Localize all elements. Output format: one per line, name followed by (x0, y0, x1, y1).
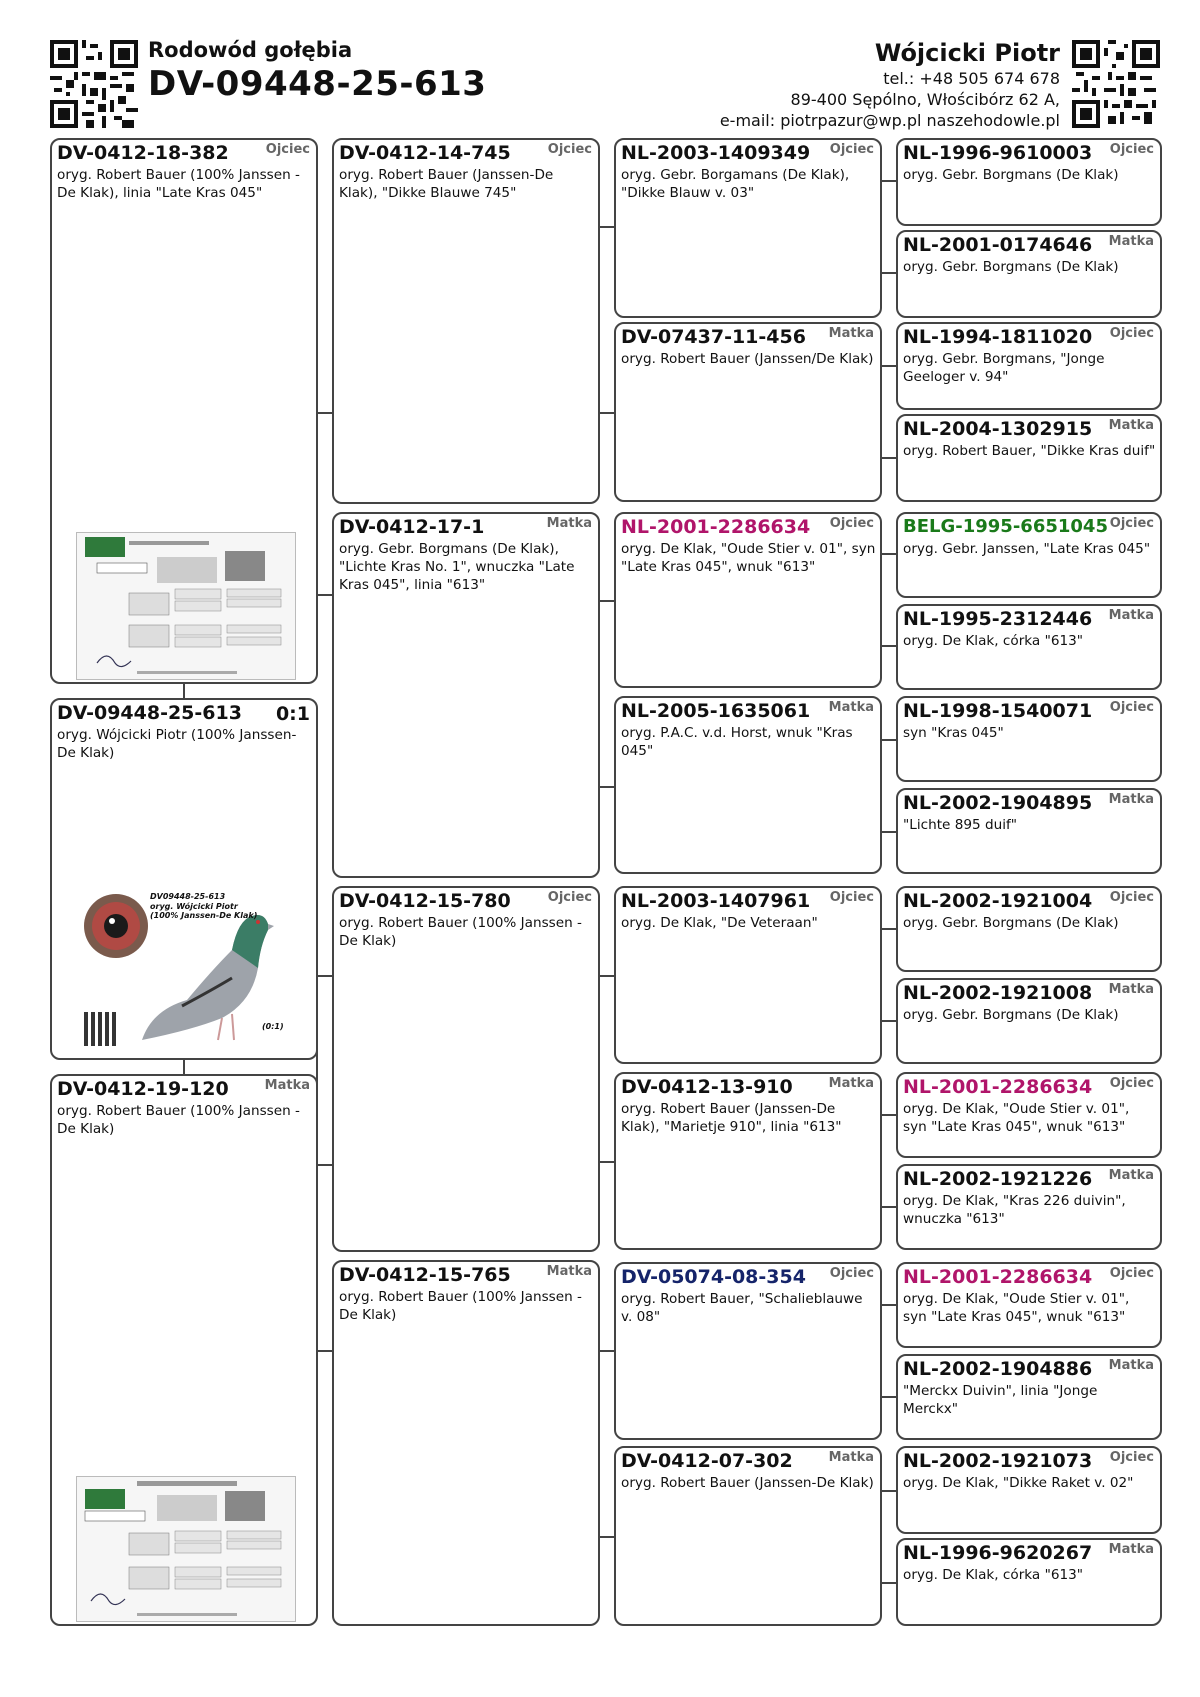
ring-number: DV-09448-25-613 (57, 702, 242, 724)
photo-badge: (0:1) (262, 1022, 284, 1031)
pedigree-card-gen4[interactable] (896, 1262, 1162, 1348)
ring-number: NL-2001-2286634 (903, 1266, 1093, 1288)
description: oryg. De Klak, "Dikke Raket v. 02" (903, 1475, 1134, 1491)
pedigree-card-sire[interactable] (50, 138, 318, 684)
sex-label: Matka (1108, 1542, 1154, 1557)
pedigree-card-gen3[interactable] (614, 1262, 882, 1440)
sex-label: Matka (1108, 608, 1154, 623)
description: oryg. Gebr. Borgamans (De Klak), "Dikke Blauw v. 03" (621, 167, 850, 201)
sex-label: Ojciec (829, 142, 874, 157)
ring-number: DV-0412-13-910 (621, 1076, 793, 1098)
pedigree-card-gen4[interactable] (896, 788, 1162, 874)
sex-label: Matka (828, 326, 874, 341)
photo-caption-ring: DV09448-25-613 (150, 892, 226, 901)
description: oryg. Wójcicki Piotr (100% Janssen-De Klak) (57, 727, 297, 761)
result-badge: 0:1 (275, 703, 310, 725)
sex-label: Ojciec (1109, 326, 1154, 341)
pedigree-card-gen4[interactable] (896, 1072, 1162, 1158)
pedigree-card-gen4[interactable] (896, 696, 1162, 782)
pedigree-card-dam[interactable] (50, 1074, 318, 1626)
connector-line (183, 1060, 185, 1074)
owner-email[interactable]: e-mail: piotrpazur@wp.pl naszehodowle.pl (719, 111, 1060, 130)
pedigree-card-gen3[interactable] (614, 1072, 882, 1250)
pedigree-card-gen2[interactable] (332, 138, 600, 504)
description: oryg. Gebr. Borgmans (De Klak) (903, 167, 1119, 183)
ring-number: NL-2004-1302915 (903, 418, 1093, 440)
ring-number: NL-2001-0174646 (903, 234, 1093, 256)
description: oryg. De Klak, "Oude Stier v. 01", syn "Late Kras 045", wnuk "613" (903, 1291, 1130, 1325)
description: oryg. Gebr. Borgmans (De Klak) (903, 1007, 1119, 1023)
pedigree-card-gen4[interactable] (896, 322, 1162, 410)
sex-label: Ojciec (1109, 1266, 1154, 1281)
pedigree-card-gen4[interactable] (896, 604, 1162, 690)
description: oryg. Gebr. Borgmans (De Klak), "Lichte Kras No. 1", wnuczka "Late Kras 045", linia "613" (339, 541, 575, 593)
description: oryg. Robert Bauer (100% Janssen - De Klak) (339, 915, 582, 949)
description: oryg. Gebr. Borgmans (De Klak) (903, 915, 1119, 931)
description: oryg. De Klak, "Oude Stier v. 01", syn "Late Kras 045", wnuk "613" (903, 1101, 1130, 1135)
sex-label: Ojciec (829, 516, 874, 531)
ring-number: NL-2002-1904895 (903, 792, 1093, 814)
sex-label: Ojciec (1109, 1450, 1154, 1465)
description: oryg. Robert Bauer, "Schalieblauwe v. 08" (621, 1291, 863, 1325)
pedigree-card-gen4[interactable] (896, 1538, 1162, 1626)
description: oryg. Gebr. Borgmans, "Jonge Geeloger v. 94" (903, 351, 1105, 385)
description: "Merckx Duivin", linia "Jonge Merckx" (903, 1383, 1098, 1417)
pedigree-card-gen3[interactable] (614, 886, 882, 1064)
ring-number: NL-2003-1407961 (621, 890, 811, 912)
description: oryg. De Klak, córka "613" (903, 1567, 1084, 1583)
pedigree-card-gen4[interactable] (896, 1354, 1162, 1440)
description: oryg. De Klak, córka "613" (903, 633, 1084, 649)
sex-label: Matka (828, 1076, 874, 1091)
description: oryg. Robert Bauer (100% Janssen - De Klak) (339, 1289, 582, 1323)
description: oryg. Robert Bauer (Janssen/De Klak) (621, 351, 874, 367)
sex-label: Ojciec (265, 142, 310, 157)
pedigree-card-gen4[interactable] (896, 230, 1162, 318)
ring-number: DV-0412-15-765 (339, 1264, 511, 1286)
ring-number: DV-0412-17-1 (339, 516, 485, 538)
ring-number: NL-2001-2286634 (903, 1076, 1093, 1098)
description: oryg. De Klak, "Kras 226 duivin", wnuczka "613" (903, 1193, 1126, 1227)
ring-number: NL-1996-9620267 (903, 1542, 1093, 1564)
description: oryg. Gebr. Borgmans (De Klak) (903, 259, 1119, 275)
pedigree-card-gen2[interactable] (332, 886, 600, 1252)
sex-label: Matka (1108, 418, 1154, 433)
pedigree-card-gen4[interactable] (896, 886, 1162, 972)
sex-label: Matka (1108, 1168, 1154, 1183)
photo-caption-strain: (100% Janssen-De Klak) (150, 911, 258, 920)
sex-label: Matka (546, 516, 592, 531)
ring-number: NL-2002-1921004 (903, 890, 1093, 912)
pedigree-scan-thumbnail (76, 1476, 296, 1622)
pedigree-card-gen3[interactable] (614, 696, 882, 874)
sex-label: Matka (264, 1078, 310, 1093)
ring-number: NL-1995-2312446 (903, 608, 1093, 630)
ring-number: DV-05074-08-354 (621, 1266, 806, 1288)
ring-number: DV-0412-07-302 (621, 1450, 793, 1472)
ring-number: NL-2001-2286634 (621, 516, 811, 538)
description: oryg. De Klak, "De Veteraan" (621, 915, 818, 931)
ring-number: NL-2002-1904886 (903, 1358, 1093, 1380)
sex-label: Ojciec (1109, 1076, 1154, 1091)
ring-number: DV-0412-14-745 (339, 142, 511, 164)
pedigree-card-gen4[interactable] (896, 138, 1162, 226)
sex-label: Ojciec (547, 890, 592, 905)
description: oryg. Robert Bauer (100% Janssen - De Klak) (57, 1103, 300, 1137)
photo-qr-icon (84, 1012, 118, 1046)
sex-label: Ojciec (1109, 700, 1154, 715)
ring-number: NL-2002-1921008 (903, 982, 1093, 1004)
description: "Lichte 895 duif" (903, 817, 1018, 833)
pedigree-card-gen2[interactable] (332, 512, 600, 878)
sex-label: Ojciec (829, 890, 874, 905)
description: syn "Kras 045" (903, 725, 1004, 741)
sex-label: Matka (1108, 1358, 1154, 1373)
sex-label: Ojciec (1109, 516, 1154, 531)
sex-label: Ojciec (829, 1266, 874, 1281)
description: oryg. Robert Bauer, "Dikke Kras duif" (903, 443, 1156, 459)
sex-label: Matka (1108, 234, 1154, 249)
sex-label: Ojciec (1109, 142, 1154, 157)
owner-phone[interactable]: tel.: +48 505 674 678 (883, 69, 1060, 88)
owner-block (720, 38, 1060, 131)
sex-label: Matka (828, 1450, 874, 1465)
pedigree-card-gen3[interactable] (614, 138, 882, 318)
pigeon-photo (82, 890, 292, 1048)
photo-caption-owner: oryg. Wójcicki Piotr (150, 902, 238, 911)
pedigree-card-gen3[interactable] (614, 512, 882, 688)
pedigree-card-gen4[interactable] (896, 414, 1162, 502)
pedigree-card-gen2[interactable] (332, 1260, 600, 1626)
ring-number: NL-2003-1409349 (621, 142, 811, 164)
pedigree-card-pigeon[interactable] (50, 698, 318, 1060)
description: oryg. P.A.C. v.d. Horst, wnuk "Kras 045" (621, 725, 853, 759)
owner-address: 89-400 Sępólno, Włościbórz 62 A, (790, 90, 1060, 109)
ring-number: NL-2002-1921226 (903, 1168, 1093, 1190)
ring-number: NL-2005-1635061 (621, 700, 811, 722)
qr-code-left-icon (50, 40, 138, 128)
pedigree-card-gen4[interactable] (896, 1164, 1162, 1250)
document-subtitle: Rodowód gołębia (148, 38, 353, 62)
description: oryg. Robert Bauer (100% Janssen - De Klak), linia "Late Kras 045" (57, 167, 300, 201)
owner-name: Wójcicki Piotr (874, 39, 1060, 67)
description: oryg. De Klak, "Oude Stier v. 01", syn "Late Kras 045", wnuk "613" (621, 541, 876, 575)
sex-label: Matka (828, 700, 874, 715)
sex-label: Matka (546, 1264, 592, 1279)
pedigree-card-gen3[interactable] (614, 1446, 882, 1626)
ring-number: DV-0412-19-120 (57, 1078, 229, 1100)
description: oryg. Robert Bauer (Janssen-De Klak) (621, 1475, 874, 1491)
description: oryg. Gebr. Janssen, "Late Kras 045" (903, 541, 1151, 557)
sex-label: Matka (1108, 792, 1154, 807)
ring-number: NL-1994-1811020 (903, 326, 1093, 348)
pedigree-card-gen4[interactable] (896, 1446, 1162, 1534)
description: oryg. Robert Bauer (Janssen-De Klak), "Dikke Blauwe 745" (339, 167, 554, 201)
pedigree-card-gen3[interactable] (614, 322, 882, 502)
sex-label: Matka (1108, 982, 1154, 997)
description: oryg. Robert Bauer (Janssen-De Klak), "Marietje 910", linia "613" (621, 1101, 842, 1135)
pedigree-card-gen4[interactable] (896, 512, 1162, 598)
sex-label: Ojciec (547, 142, 592, 157)
qr-code-right-icon (1072, 40, 1160, 128)
ring-number: DV-0412-18-382 (57, 142, 229, 164)
pedigree-scan-thumbnail (76, 532, 296, 680)
sex-label: Ojciec (1109, 890, 1154, 905)
ring-number: NL-1996-9610003 (903, 142, 1093, 164)
ring-number: DV-07437-11-456 (621, 326, 806, 348)
page-title: DV-09448-25-613 (148, 64, 487, 104)
ring-number: NL-2002-1921073 (903, 1450, 1093, 1472)
pedigree-card-gen4[interactable] (896, 978, 1162, 1064)
ring-number: DV-0412-15-780 (339, 890, 511, 912)
connector-line (183, 684, 185, 698)
ring-number: BELG-1995-6651045 (903, 516, 1108, 537)
ring-number: NL-1998-1540071 (903, 700, 1093, 722)
